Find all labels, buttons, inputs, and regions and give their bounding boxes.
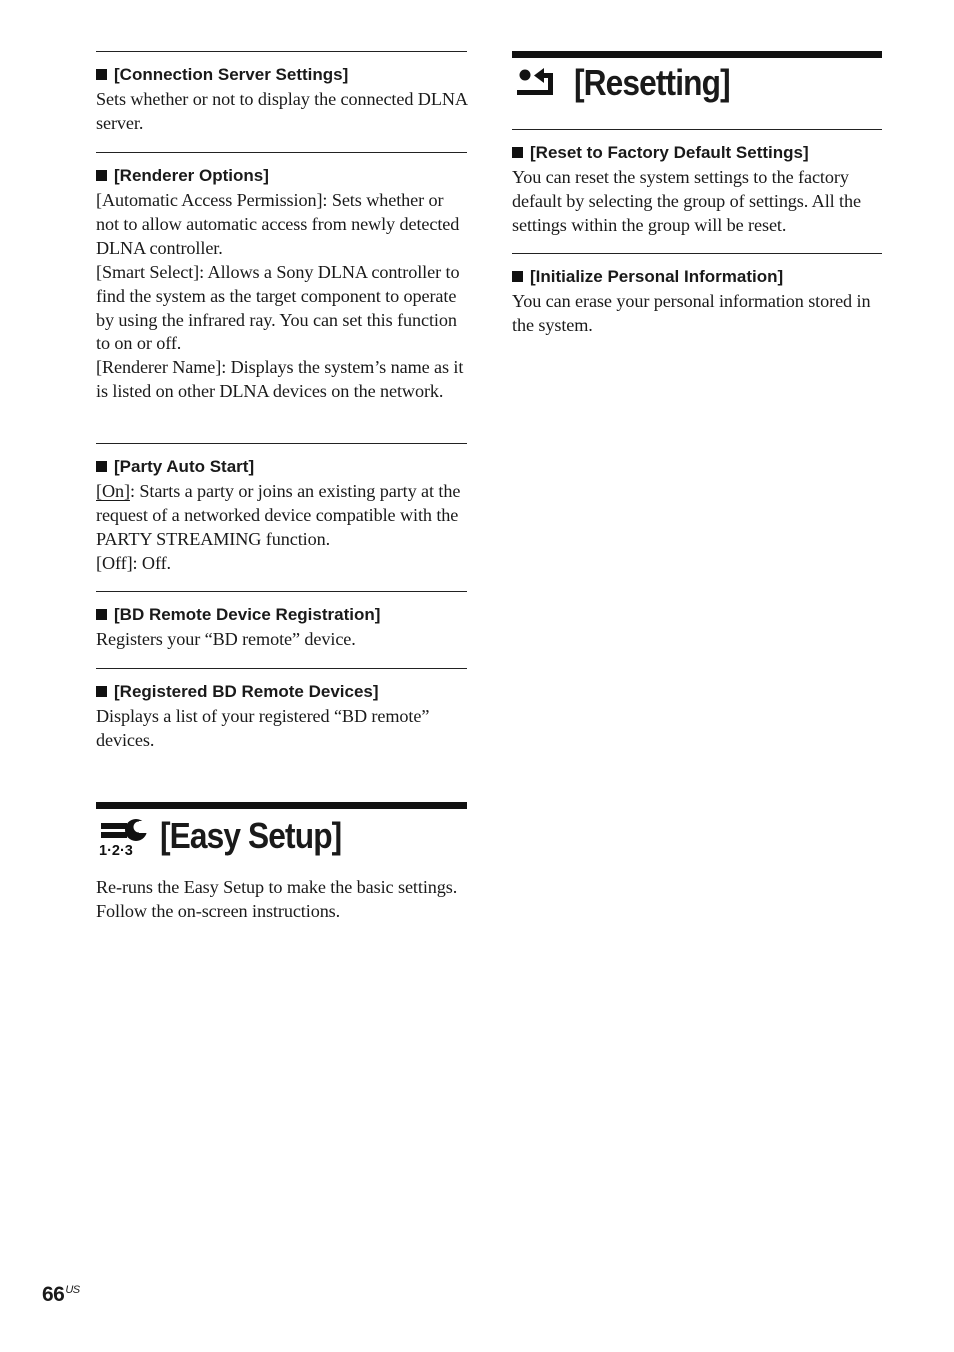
renderer-options-item xyxy=(96,165,467,404)
item-heading: [Registered BD Remote Devices] xyxy=(96,681,467,703)
initialize-personal-information-item xyxy=(512,266,882,338)
default-option: [On] xyxy=(96,481,130,501)
section-bar xyxy=(96,802,467,809)
item-heading: [BD Remote Device Registration] xyxy=(96,604,467,626)
item-description: You can erase your personal information stored in the system. xyxy=(512,291,871,335)
item-heading: [Party Auto Start] xyxy=(96,456,467,478)
wrench-123-icon xyxy=(98,813,154,859)
item-description: [On]: Starts a party or joins an existing party at the request of a networked device compatible with the PARTY STREAMING function. [Off]: Off. xyxy=(96,481,461,573)
divider xyxy=(96,152,467,153)
section-title: [Easy Setup] xyxy=(160,815,342,856)
item-heading: [Reset to Factory Default Settings] xyxy=(512,142,882,164)
divider xyxy=(96,51,467,52)
reset-arrow-icon xyxy=(514,63,566,103)
divider xyxy=(96,443,467,444)
easy-setup-header xyxy=(96,812,467,860)
square-bullet-icon xyxy=(96,170,107,181)
item-heading: [Renderer Options] xyxy=(96,165,467,187)
square-bullet-icon xyxy=(512,147,523,158)
item-description: Registers your “BD remote” device. xyxy=(96,629,356,649)
square-bullet-icon xyxy=(96,686,107,697)
square-bullet-icon xyxy=(512,271,523,282)
item-description: You can reset the system settings to the factory default by selecting the group of settings. All the settings within the group will be reset. xyxy=(512,167,861,235)
divider xyxy=(512,129,882,130)
item-description: Displays a list of your registered “BD remote” devices. xyxy=(96,706,430,750)
easy-setup-description: Re-runs the Easy Setup to make the basic settings. Follow the on-screen instructions. xyxy=(96,877,458,921)
resetting-header xyxy=(512,60,882,106)
svg-text:1·2·3: 1·2·3 xyxy=(99,843,133,859)
bd-remote-device-registration-item xyxy=(96,604,467,652)
square-bullet-icon xyxy=(96,69,107,80)
reset-factory-default-item xyxy=(512,142,882,238)
section-title: [Resetting] xyxy=(574,62,730,103)
item-description: Sets whether or not to display the connected DLNA server. xyxy=(96,89,467,133)
divider xyxy=(512,253,882,254)
square-bullet-icon xyxy=(96,461,107,472)
section-bar xyxy=(512,51,882,58)
item-description: [Automatic Access Permission]: Sets whether or not to allow automatic access from newly detected DLNA controller. [Smart Select]: Allows a Sony DLNA controller to find the system as the target component to operate by using the infrared ray. You can set this function to on or off. [Renderer Name]: Displays the system’s name as it is listed on other DLNA devices on the network. xyxy=(96,190,464,402)
square-bullet-icon xyxy=(96,609,107,620)
connection-server-settings-item xyxy=(96,64,467,136)
divider xyxy=(96,668,467,669)
registered-bd-remote-devices-item xyxy=(96,681,467,753)
item-heading: [Initialize Personal Information] xyxy=(512,266,882,288)
page-number: $66^{US}$ xyxy=(42,1283,80,1306)
item-heading: [Connection Server Settings] xyxy=(96,64,467,86)
party-auto-start-item xyxy=(96,456,467,576)
divider xyxy=(96,591,467,592)
